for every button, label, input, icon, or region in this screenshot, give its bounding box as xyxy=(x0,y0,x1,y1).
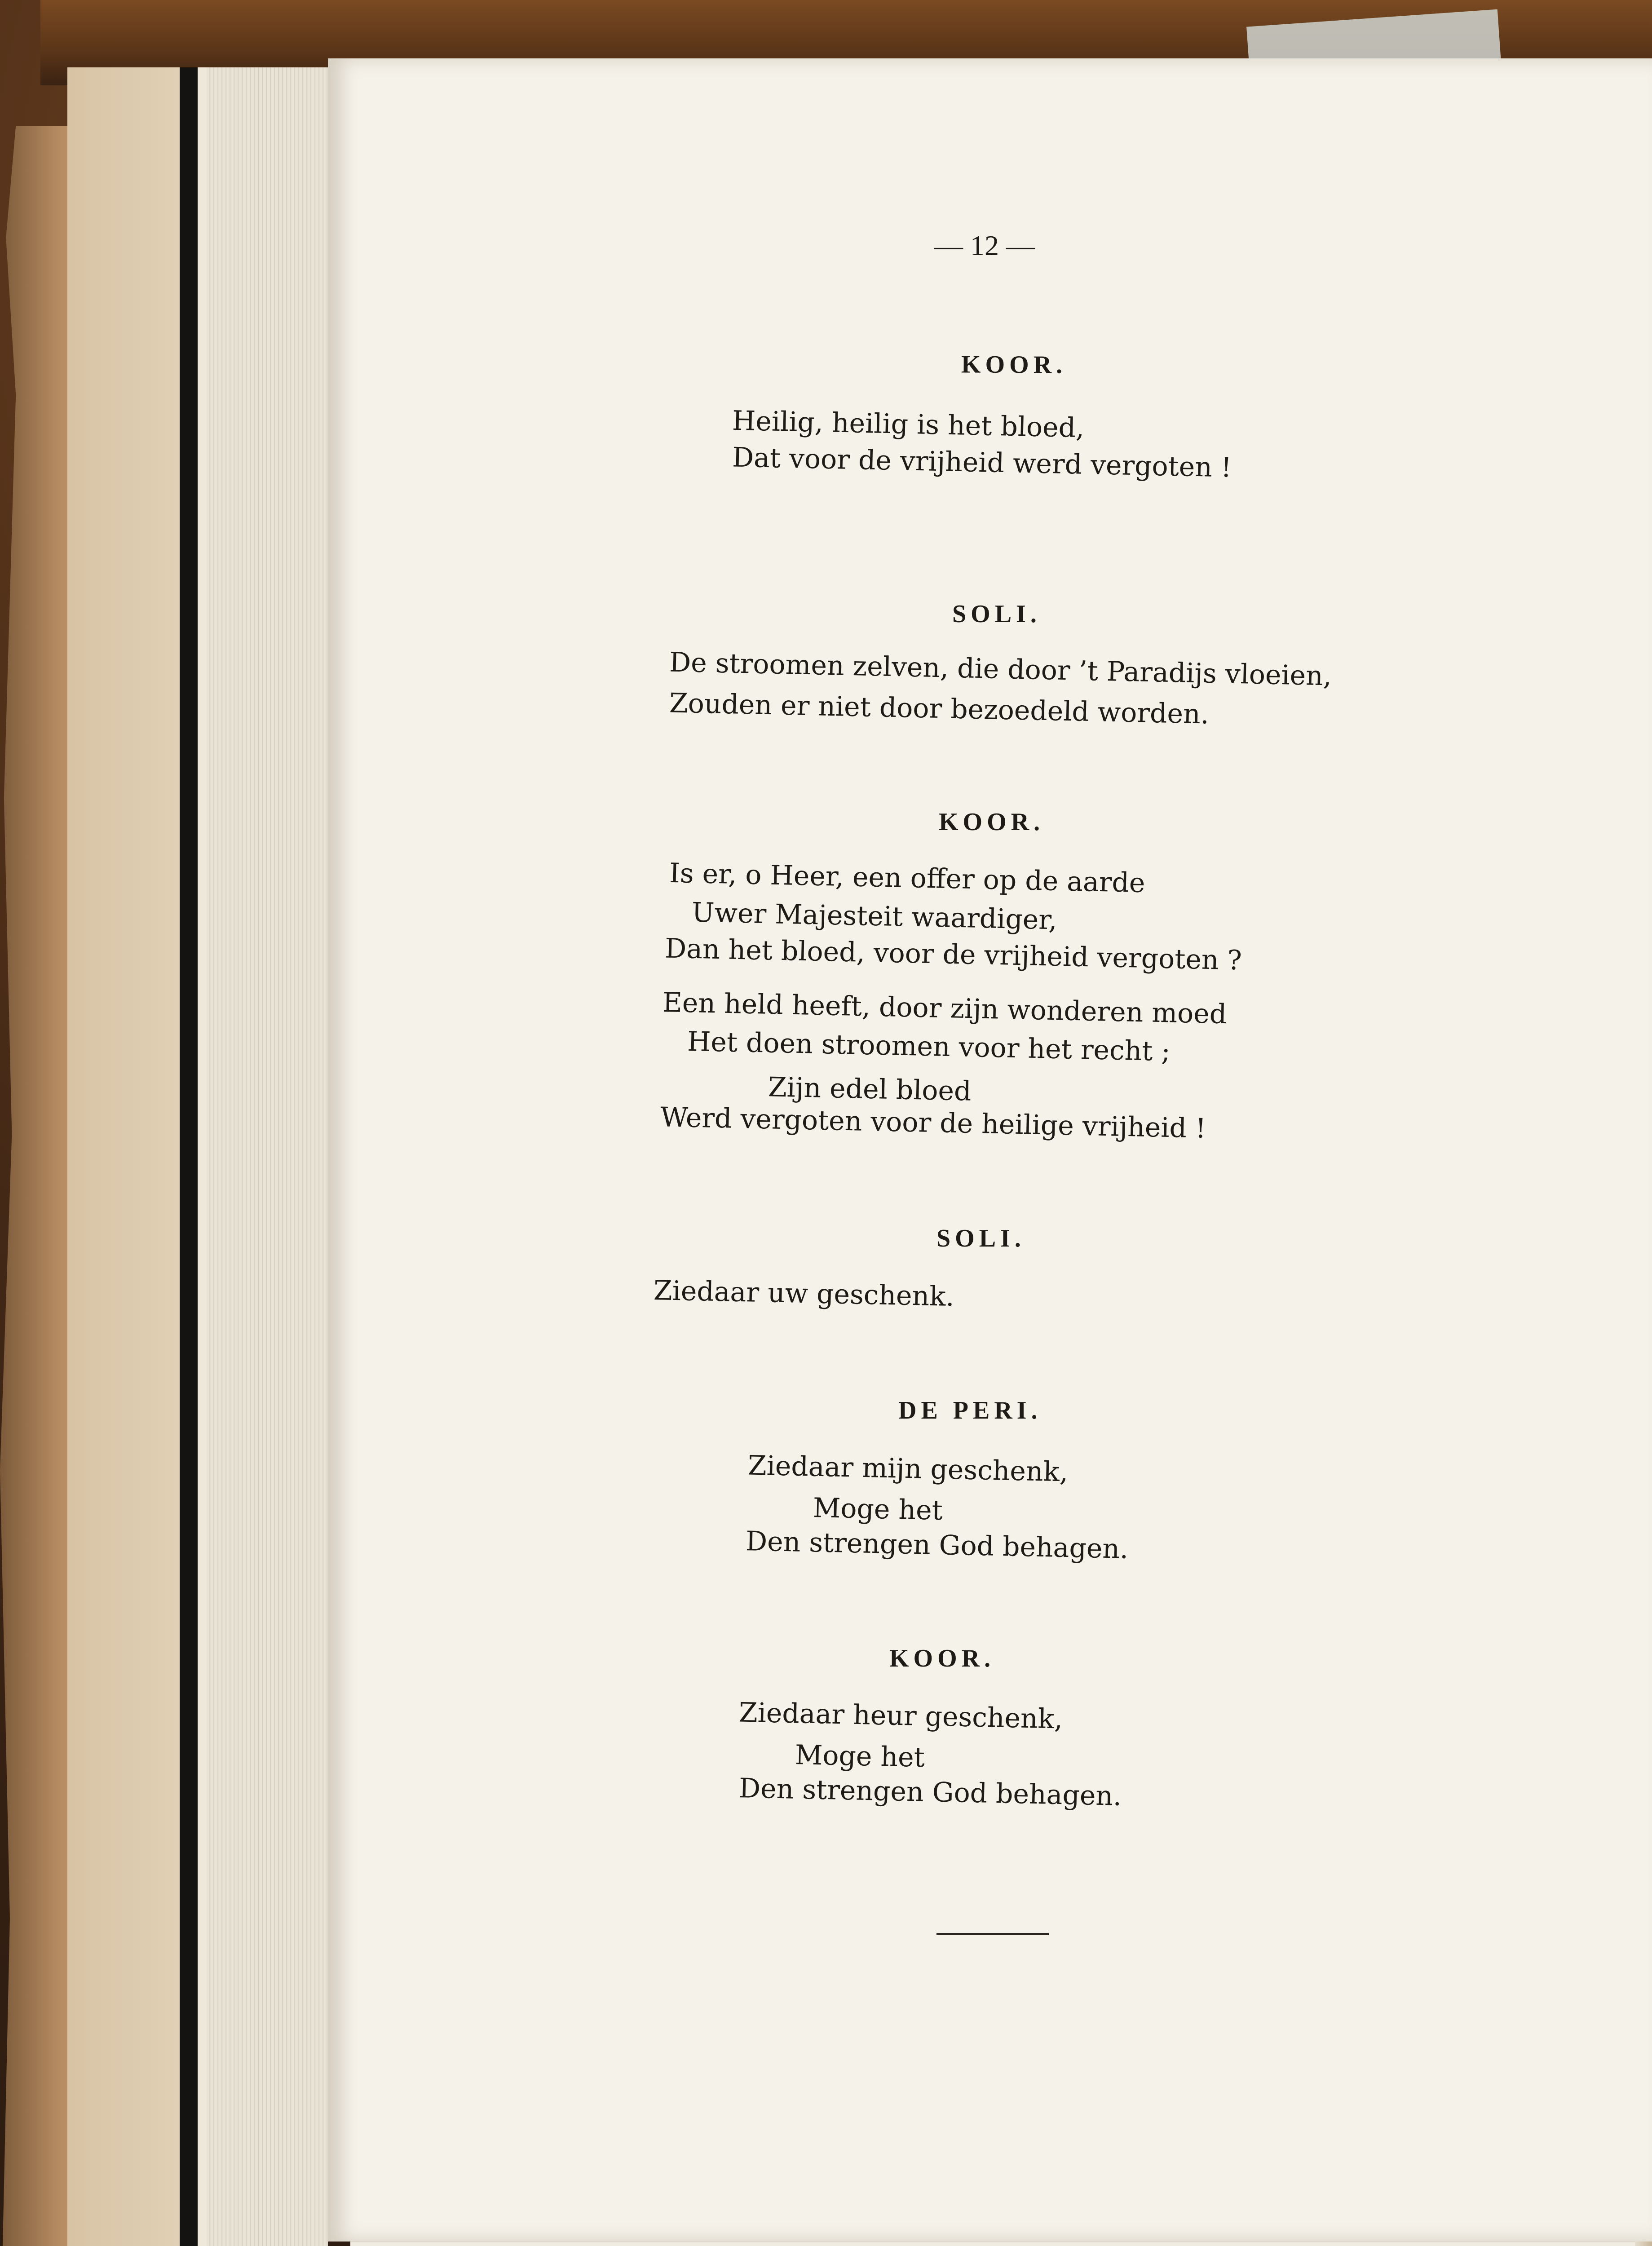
verse-line: Dat voor de vrijheid werd vergoten ! xyxy=(732,442,1232,484)
verse-line: Ziedaar mijn geschenk, xyxy=(747,1450,1069,1488)
verse-line: Moge het xyxy=(813,1492,943,1527)
verse-line: Een held heeft, door zijn wonderen moed xyxy=(662,986,1227,1030)
verse-line: Ziedaar uw geschenk. xyxy=(653,1274,955,1313)
verse-line: Zijn edel bloed xyxy=(768,1071,972,1107)
verse-line: Het doen stroomen voor het recht ; xyxy=(687,1026,1171,1068)
section-heading: KOOR. xyxy=(961,350,1067,379)
section-heading: KOOR. xyxy=(889,1645,995,1672)
verse-line: Den strengen God behagen. xyxy=(745,1525,1129,1565)
section-heading: KOOR. xyxy=(939,808,1045,836)
page-edges-stack xyxy=(207,67,328,2246)
verse-line: Is er, o Heer, een offer op de aarde xyxy=(669,857,1146,899)
section-heading: SOLI. xyxy=(936,1225,1025,1252)
section-heading: DE PERI. xyxy=(898,1397,1042,1424)
verse-line: Heilig, heilig is het bloed, xyxy=(732,405,1085,444)
cover-inner-sheet xyxy=(67,67,198,2246)
verse-line: Den strengen God behagen. xyxy=(738,1773,1122,1812)
verse-line: Zouden er niet door bezoedeld worden. xyxy=(669,687,1210,730)
section-heading: SOLI. xyxy=(952,600,1041,628)
end-rule xyxy=(936,1933,1049,1935)
verse-line: Moge het xyxy=(795,1739,925,1774)
verse-line: De stroomen zelven, die door ’t Paradijs vloeien, xyxy=(669,646,1332,692)
verse-line: Uwer Majesteit waardiger, xyxy=(691,897,1058,936)
page-number: — 12 — xyxy=(934,230,1035,261)
verse-line: Werd vergoten voor de heilige vrijheid ! xyxy=(660,1101,1206,1145)
verse-line: Dan het bloed, voor de vrijheid vergoten ? xyxy=(664,933,1242,977)
verse-line: Ziedaar heur geschenk, xyxy=(738,1697,1063,1735)
book-page xyxy=(328,58,1652,2242)
